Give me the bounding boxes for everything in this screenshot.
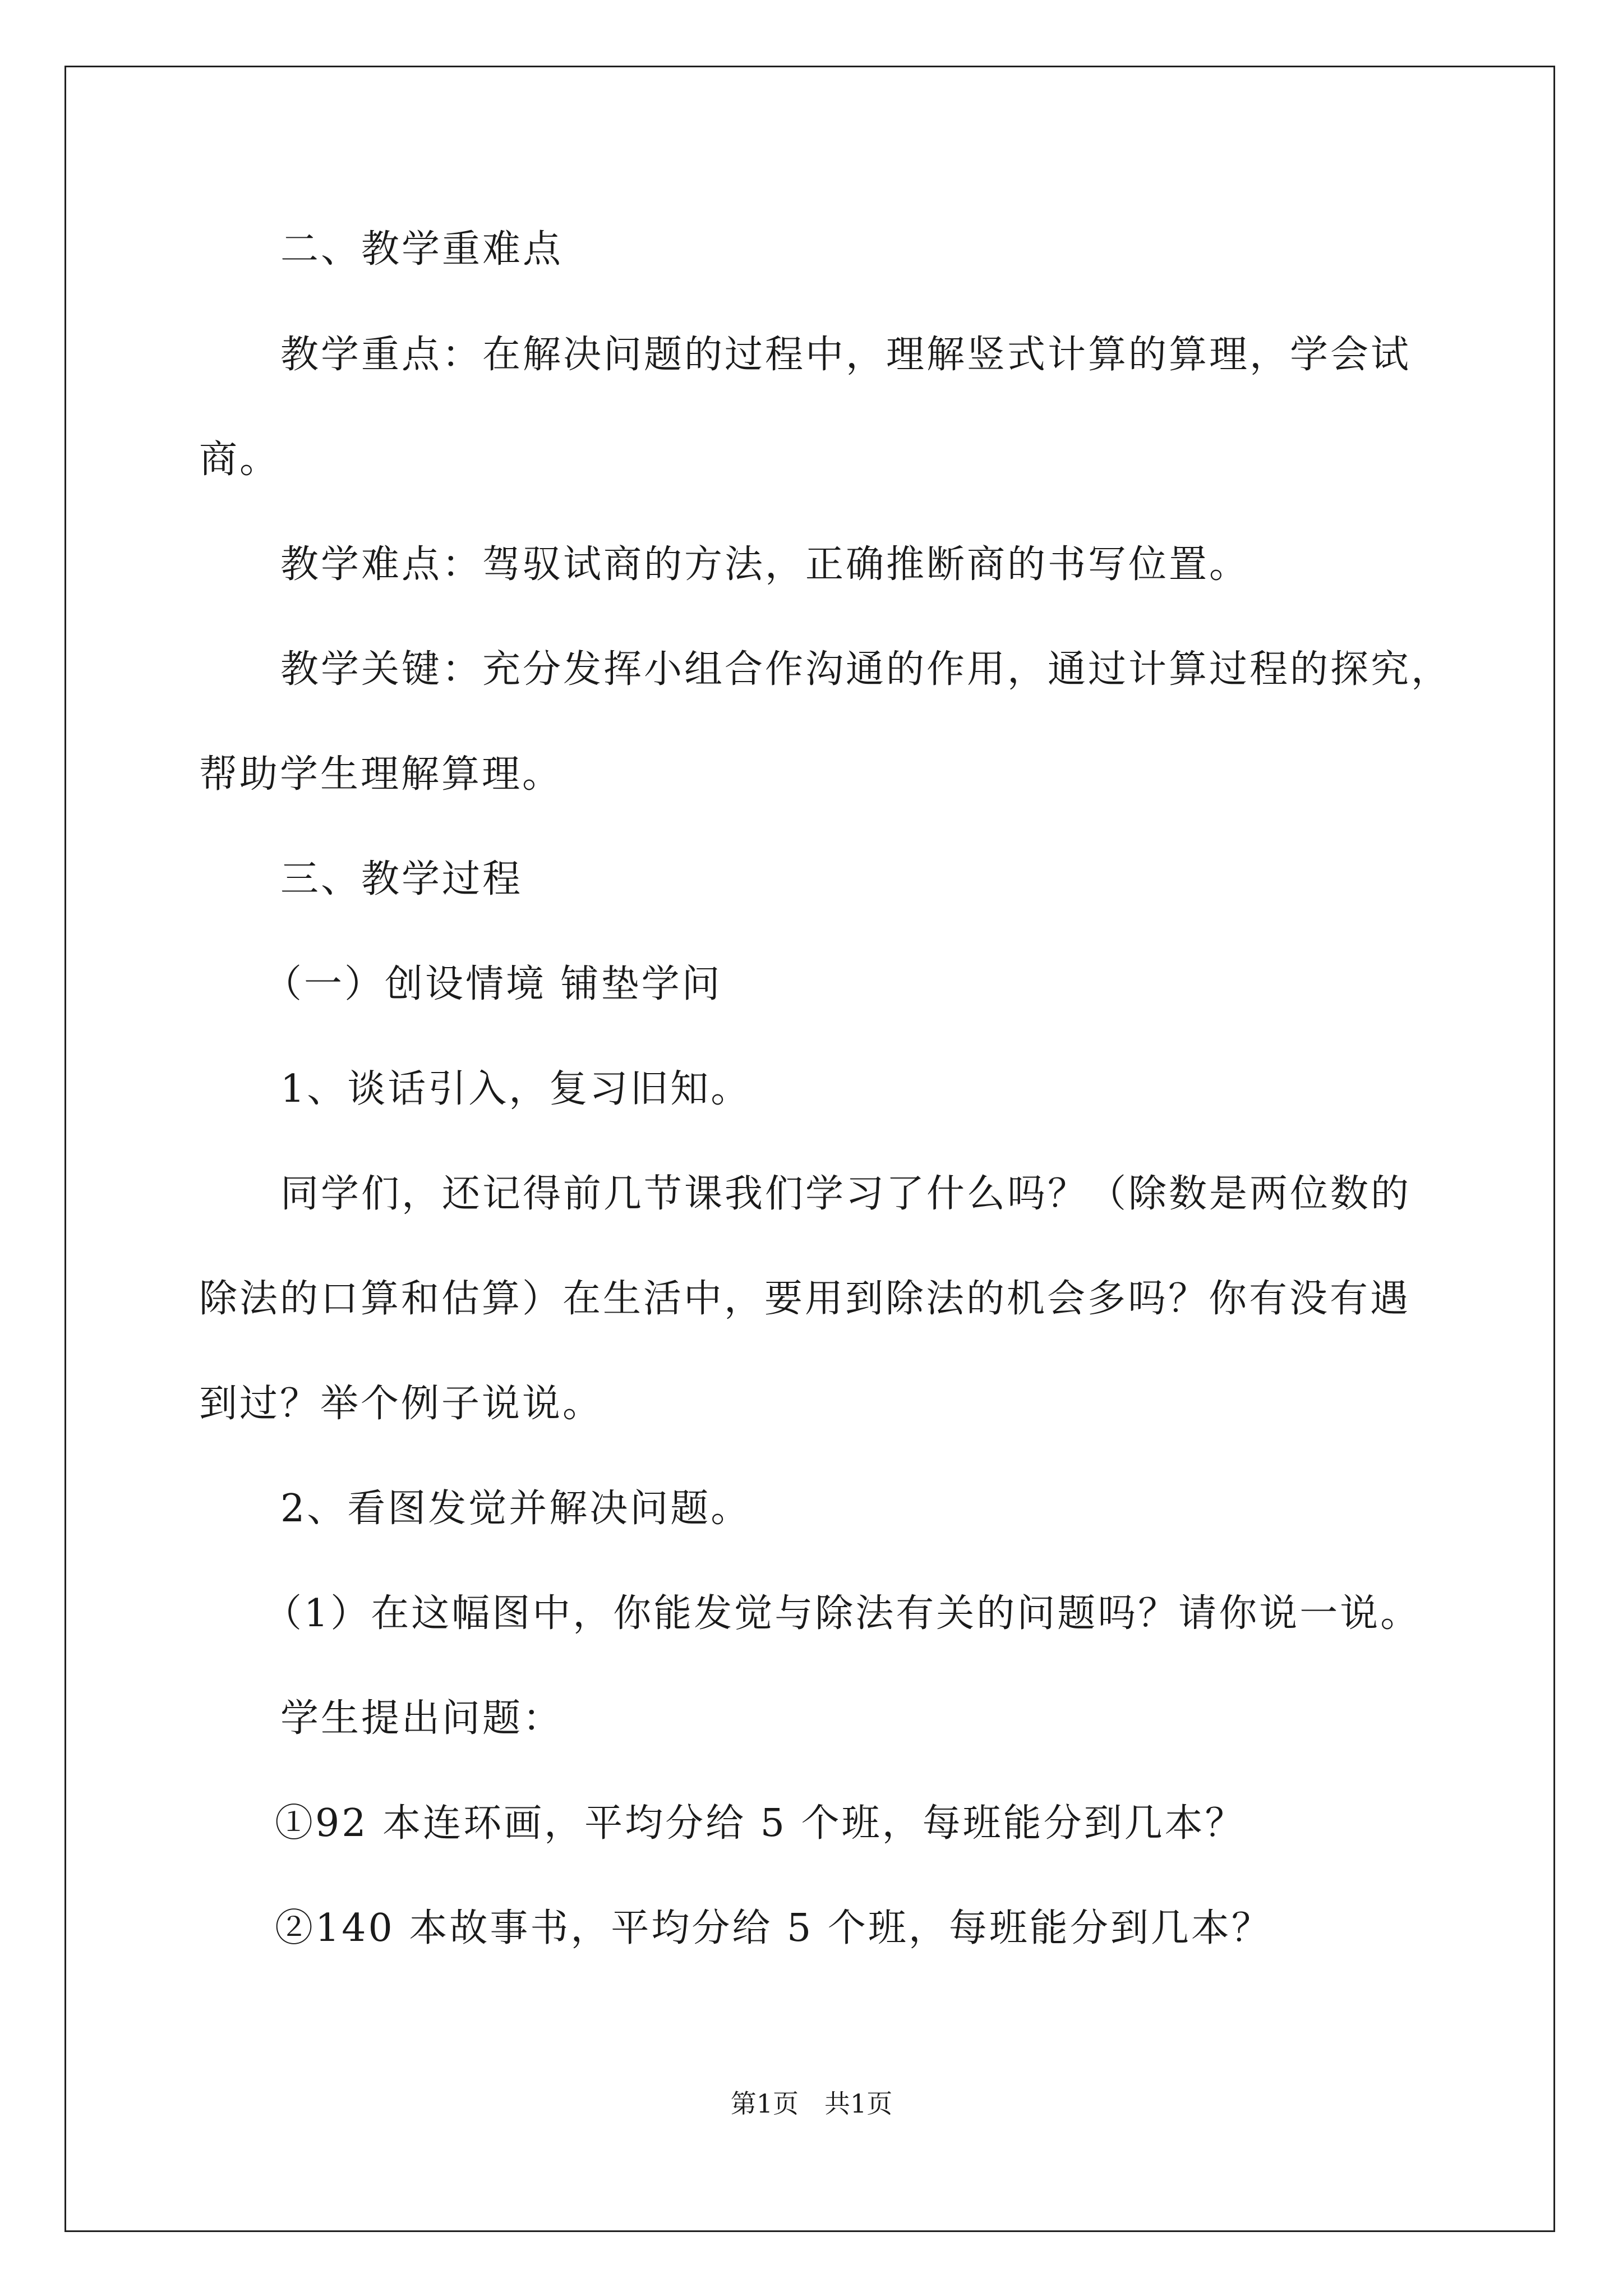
paragraph-line: 到过？举个例子说说。	[199, 1382, 603, 1426]
paragraph-line: 2、看图发觉并解决问题。	[280, 1487, 751, 1531]
section-heading-2: 二、教学重难点	[280, 227, 564, 272]
paragraph-line: 教学关键：充分发挥小组合作沟通的作用，通过计算过程的探究，	[280, 647, 1452, 692]
subsection-heading: （一）创设情境 铺垫学问	[264, 962, 722, 1006]
paragraph-line: 1、谈话引入，复习旧知。	[280, 1067, 751, 1111]
paragraph-line: 帮助学生理解算理。	[199, 752, 563, 797]
page-number-footer: 第1页 共1页	[730, 2088, 893, 2119]
list-item: ②140 本故事书，平均分给 5 个班，每班能分到几本？	[275, 1906, 1272, 1950]
paragraph-line: 教学重点：在解决问题的过程中，理解竖式计算的算理，学会试	[280, 333, 1412, 377]
paragraph-line: （1）在这幅图中，你能发觉与除法有关的问题吗？请你说一说。	[264, 1591, 1421, 1636]
section-heading-3: 三、教学过程	[280, 857, 523, 901]
paragraph-line: 同学们，还记得前几节课我们学习了什么吗？（除数是两位数的	[280, 1172, 1412, 1216]
list-item: ①92 本连环画，平均分给 5 个班，每班能分到几本？	[275, 1801, 1246, 1846]
paragraph-line: 学生提出问题：	[280, 1696, 564, 1741]
paragraph-line: 教学难点：驾驭试商的方法，正确推断商的书写位置。	[280, 542, 1250, 587]
paragraph-line: 除法的口算和估算）在生活中，要用到除法的机会多吗？你有没有遇	[199, 1277, 1411, 1321]
paragraph-line: 商。	[199, 438, 280, 482]
